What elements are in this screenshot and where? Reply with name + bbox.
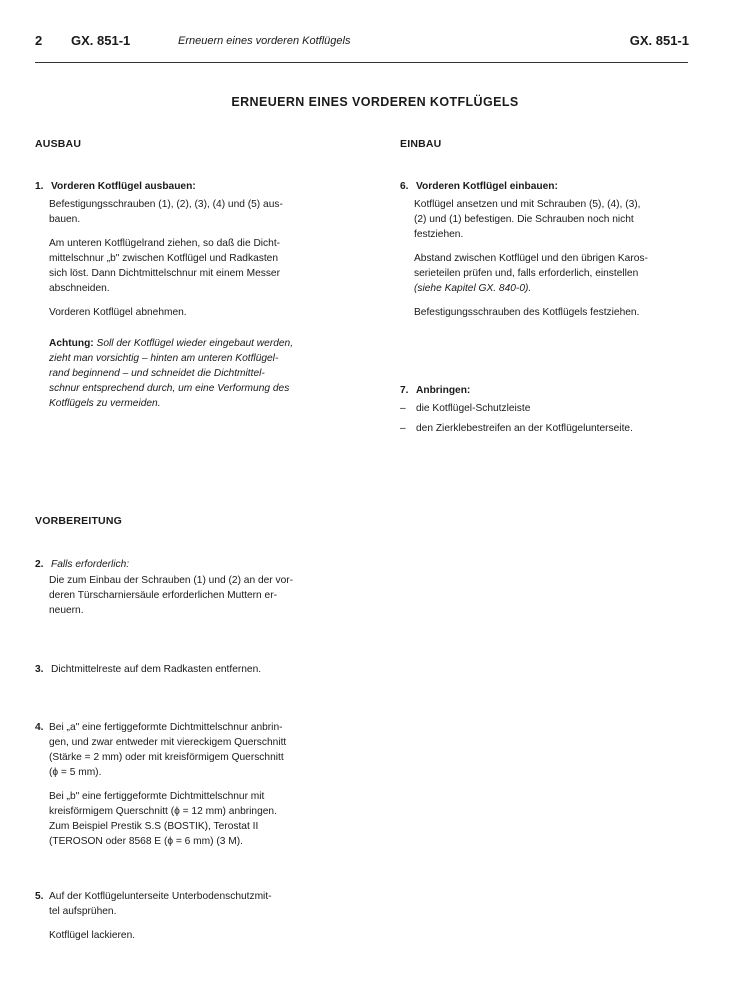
step-2-paragraph-1: Die zum Einbau der Schrauben (1) und (2) an der vor- deren Türscharniersäule erforderlichen Muttern er- neuern. xyxy=(49,575,294,616)
step-1-paragraph-2: Am unteren Kotflügelrand ziehen, so daß die Dicht- mittelschnur „b" zwischen Kotflügel und Radkasten sich löst. Dann Dichtmittelschnur mit einem Messer abschneiden. xyxy=(49,238,281,294)
section-heading-einbau: EINBAU xyxy=(400,138,442,150)
section-heading-vorbereitung: VORBEREITUNG xyxy=(35,515,122,527)
step-6-paragraph-2: Abstand zwischen Kotflügel und den übrigen Karos- serieteilen prüfen und, falls erforderlich, einstellen (siehe Kapitel GX. 840-0). xyxy=(414,253,648,294)
step-5: 5. Auf der Kotflügelunterseite Unterbodenschutzmit- tel aufsprühen. Kotflügel lackieren. xyxy=(35,889,325,943)
step-6-heading: 6. Vorderen Kotflügel einbauen: xyxy=(400,181,558,192)
step-7-heading: 7. Anbringen: xyxy=(400,385,471,396)
step-1-warning: Achtung: Soll der Kotflügel wieder eingebaut werden, zieht man vorsichtig – hinten am unteren Kotflügel- rand beginnend – und schneidet die Dichtmittel- schnur entsprechend durch, um eine Verformung des Kotflügels zu vermeiden. xyxy=(49,338,294,409)
step-3-text: Dichtmittelreste auf dem Radkasten entfernen. xyxy=(51,664,262,675)
step-2 xyxy=(35,557,325,618)
step-1-paragraph-3: Vorderen Kotflügel abnehmen. xyxy=(49,307,187,318)
step-1-paragraph-1: Befestigungsschrauben (1), (2), (3), (4) und (5) aus- bauen. xyxy=(49,199,283,225)
step-1-heading: 1. Vorderen Kotflügel ausbauen: xyxy=(35,181,196,192)
step-5-paragraph-1: Auf der Kotflügelunterseite Unterbodenschutzmit- tel aufsprühen. xyxy=(49,891,272,917)
step-7-list-item: – den Zierklebestreifen an der Kotflügelunterseite. xyxy=(400,423,633,434)
step-2-heading: 2. Falls erforderlich: xyxy=(35,559,130,570)
step-4: 4. Bei „a" eine fertiggeformte Dichtmittelschnur anbrin- gen, und zwar entweder mit viereckigem Querschnitt (Stärke = 2 mm) oder mit kreisförmigem Querschnitt (ϕ = 5 mm). Bei „b" eine fertiggeformte Dichtmittelschnur mit kreisförmigem Querschnitt (ϕ = 12 mm) anbringen. Zum Beispiel Prestik S.S (BOSTIK), Terostat II (TEROSON oder 8568 E (ϕ = 6 mm) (3 M). xyxy=(35,720,325,849)
step-6-paragraph-1: Kotflügel ansetzen und mit Schrauben (5), (4), (3), (2) und (1) befestigen. Die Schrauben noch nicht festziehen. xyxy=(414,199,641,240)
warning-label: Achtung: xyxy=(49,338,94,349)
section-heading-ausbau: AUSBAU xyxy=(35,138,82,150)
header-rule xyxy=(35,62,688,63)
step-5-paragraph-2: Kotflügel lackieren. xyxy=(49,930,136,941)
page-number: 2 xyxy=(35,33,43,48)
chapter-reference: (siehe Kapitel GX. 840-0). xyxy=(414,283,532,294)
step-4-paragraph-1: Bei „a" eine fertiggeformte Dichtmittelschnur anbrin- gen, und zwar entweder mit viereckigem Querschnitt (Stärke = 2 mm) oder mit kreisförmigem Querschnitt (ϕ = 5 mm). xyxy=(49,722,287,778)
step-6-paragraph-3: Befestigungsschrauben des Kotflügels festziehen. xyxy=(414,307,640,318)
step-3: 3. Dichtmittelreste auf dem Radkasten entfernen. xyxy=(35,664,262,675)
doc-code-left: GX. 851-1 xyxy=(71,33,131,48)
page-title: ERNEUERN EINES VORDEREN KOTFLÜGELS xyxy=(231,95,519,109)
step-7-list-item: – die Kotflügel-Schutzleiste xyxy=(400,403,531,414)
step-6 xyxy=(400,179,692,320)
step-1 xyxy=(35,179,325,411)
step-4-paragraph-2: Bei „b" eine fertiggeformte Dichtmittelschnur mit kreisförmigem Querschnitt (ϕ = 12 mm) anbringen. Zum Beispiel Prestik S.S (BOSTIK), Terostat II (TEROSON oder 8568 E (ϕ = 6 mm) (3 M). xyxy=(49,791,277,847)
header-subtitle: Erneuern eines vorderen Kotflügels xyxy=(178,35,351,47)
doc-code-right: GX. 851-1 xyxy=(629,33,689,48)
step-7 xyxy=(400,383,692,436)
